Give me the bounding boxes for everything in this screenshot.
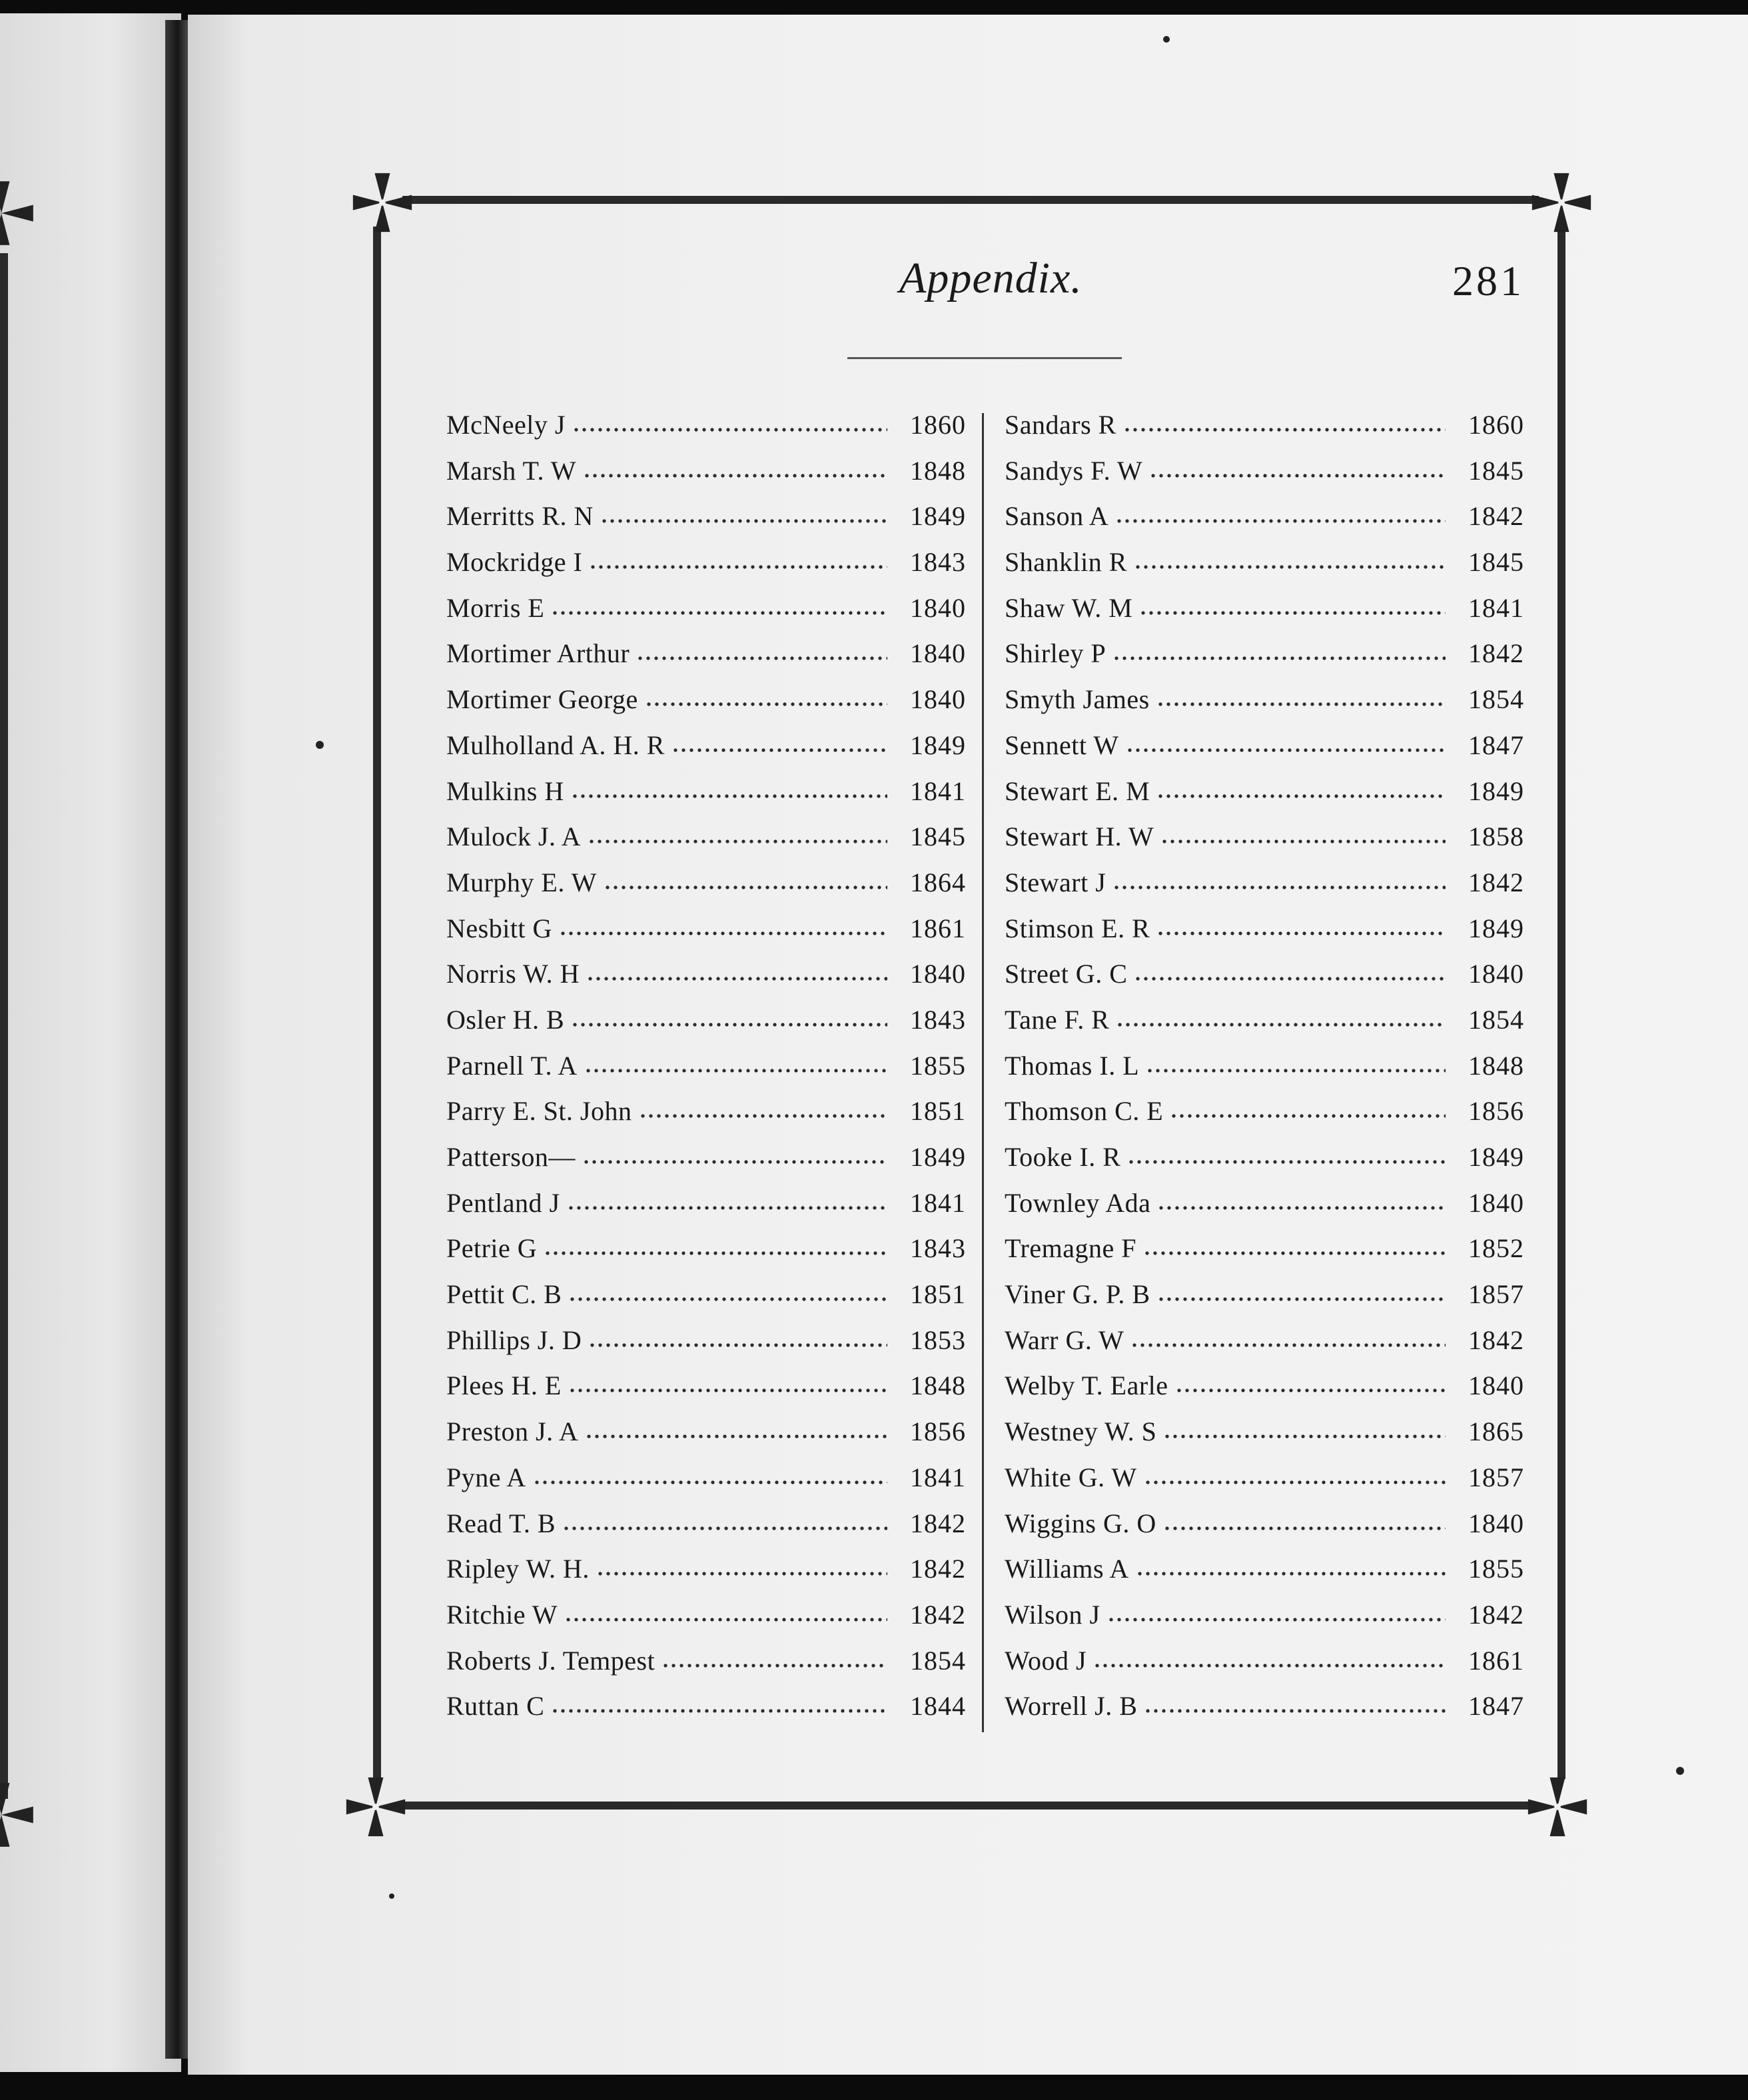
entry-year: 1864 — [910, 867, 966, 897]
entry-name: Mockridge I — [446, 547, 583, 578]
list-item — [446, 1089, 966, 1135]
list-item — [1005, 860, 1524, 906]
dot-leader — [1143, 1231, 1446, 1257]
dot-leader — [636, 636, 887, 662]
entry-year: 1841 — [1468, 592, 1524, 623]
entry-year: 1849 — [1468, 776, 1524, 806]
cross-ornament-icon — [1526, 1775, 1589, 1839]
facing-page-edge — [0, 13, 181, 2072]
dot-leader — [1112, 865, 1446, 891]
entry-name: White G. W — [1005, 1462, 1137, 1492]
entry-name: Warr G. W — [1005, 1324, 1124, 1355]
entry-name: Stewart H. W — [1005, 821, 1154, 852]
dot-leader — [596, 1551, 887, 1578]
entry-name: Worrell J. B — [1005, 1691, 1138, 1722]
dot-leader — [1136, 1551, 1446, 1578]
list-item — [1005, 631, 1524, 677]
list-item — [446, 1043, 966, 1089]
dot-leader — [1146, 1048, 1446, 1075]
entry-year: 1843 — [910, 1004, 966, 1035]
list-item — [1005, 586, 1524, 632]
cross-ornament-icon — [350, 171, 414, 235]
dot-leader — [645, 682, 887, 708]
list-item — [1005, 1089, 1524, 1135]
list-item — [446, 1272, 966, 1318]
list-item — [446, 1409, 966, 1455]
entry-year: 1853 — [910, 1324, 966, 1355]
entry-name: Viner G. P. B — [1005, 1279, 1150, 1310]
dot-leader — [1134, 544, 1446, 571]
dot-leader — [1115, 498, 1446, 525]
page-number: 281 — [1452, 257, 1524, 304]
entry-name: Wilson J — [1005, 1599, 1100, 1630]
entry-name: Parry E. St. John — [446, 1096, 632, 1127]
entry-name: Phillips J. D — [446, 1324, 582, 1355]
entry-year: 1841 — [910, 1462, 966, 1492]
entry-year: 1842 — [910, 1599, 966, 1630]
dot-leader — [551, 590, 887, 617]
ink-speck — [1163, 36, 1170, 43]
list-item — [1005, 769, 1524, 815]
entry-name: Pettit C. B — [446, 1279, 562, 1310]
entry-name: Preston J. A — [446, 1416, 579, 1447]
entry-name: Pentland J — [446, 1187, 560, 1218]
list-item — [446, 723, 966, 769]
entry-year: 1861 — [1468, 1645, 1524, 1676]
entry-year: 1841 — [910, 1187, 966, 1218]
dot-leader — [568, 1277, 887, 1303]
dot-leader — [639, 1093, 888, 1120]
entry-name: Tremagne F — [1005, 1233, 1136, 1264]
dot-leader — [582, 1139, 887, 1166]
entry-name: Stewart E. M — [1005, 776, 1150, 806]
dot-leader — [572, 407, 887, 434]
entry-name: Shirley P — [1005, 638, 1106, 669]
dot-leader — [533, 1460, 887, 1486]
entry-year: 1860 — [1468, 410, 1524, 440]
entry-year: 1856 — [1468, 1096, 1524, 1127]
dot-leader — [583, 453, 887, 480]
entry-name: Murphy E. W — [446, 867, 597, 897]
entry-year: 1847 — [1468, 730, 1524, 760]
list-item — [1005, 494, 1524, 540]
list-item — [446, 951, 966, 997]
list-item — [1005, 1546, 1524, 1592]
entry-year: 1851 — [910, 1096, 966, 1127]
entry-year: 1857 — [1468, 1462, 1524, 1492]
entry-year: 1844 — [910, 1691, 966, 1722]
cross-ornament-icon — [0, 179, 36, 248]
entry-name: Welby T. Earle — [1005, 1370, 1168, 1401]
entry-name: Mulholland A. H. R — [446, 730, 665, 760]
dot-leader — [584, 1048, 887, 1075]
list-item — [446, 1592, 966, 1638]
dot-leader — [567, 1185, 887, 1212]
list-item — [446, 1455, 966, 1501]
entry-name: Nesbitt G — [446, 913, 552, 943]
list-item — [1005, 1363, 1524, 1409]
ink-speck — [389, 1893, 394, 1899]
entry-name: Mortimer George — [446, 684, 638, 715]
entry-name: Wood J — [1005, 1645, 1087, 1676]
entry-name: Mulkins H — [446, 776, 564, 806]
dot-leader — [1163, 1414, 1446, 1440]
header-rule — [847, 357, 1122, 359]
list-item — [446, 814, 966, 860]
frame-rule-top — [402, 196, 1539, 204]
list-item — [1005, 448, 1524, 494]
entry-year: 1840 — [910, 592, 966, 623]
list-item — [446, 586, 966, 632]
entry-year: 1852 — [1468, 1233, 1524, 1264]
running-head: Appendix. — [899, 254, 1083, 302]
list-item — [446, 1684, 966, 1730]
list-item — [1005, 906, 1524, 952]
entry-name: Thomas I. L — [1005, 1050, 1140, 1081]
entry-year: 1848 — [1468, 1050, 1524, 1081]
list-item — [446, 1226, 966, 1272]
entry-year: 1857 — [1468, 1279, 1524, 1310]
entry-name: Read T. B — [446, 1508, 556, 1538]
entry-year: 1849 — [910, 730, 966, 760]
dot-leader — [1170, 1093, 1446, 1120]
entry-year: 1842 — [910, 1554, 966, 1584]
ink-speck — [316, 741, 324, 749]
entry-name: Plees H. E — [446, 1370, 562, 1401]
list-item — [1005, 1135, 1524, 1181]
dot-leader — [1134, 956, 1446, 983]
column-divider — [982, 413, 984, 1732]
dot-leader — [1139, 590, 1446, 617]
dot-leader — [1156, 682, 1446, 708]
dot-leader — [1156, 774, 1446, 800]
list-item — [446, 1318, 966, 1364]
entry-name: Pyne A — [446, 1462, 526, 1492]
entry-year: 1840 — [910, 959, 966, 989]
entry-year: 1845 — [1468, 547, 1524, 578]
entry-name: Sanson A — [1005, 501, 1109, 532]
entry-name: Parnell T. A — [446, 1050, 578, 1081]
entry-name: Williams A — [1005, 1554, 1129, 1584]
entry-name: Westney W. S — [1005, 1416, 1157, 1447]
entry-year: 1854 — [910, 1645, 966, 1676]
entry-year: 1845 — [910, 821, 966, 852]
entry-name: Shaw W. M — [1005, 592, 1133, 623]
dot-leader — [1123, 407, 1446, 434]
dot-leader — [586, 956, 887, 983]
dot-leader — [1175, 1368, 1446, 1394]
dot-leader — [564, 1597, 887, 1624]
entry-name: Patterson— — [446, 1142, 576, 1172]
dot-leader — [1157, 1185, 1446, 1212]
entry-name: Smyth James — [1005, 684, 1150, 715]
entry-name: Tooke I. R — [1005, 1142, 1121, 1172]
entry-year: 1848 — [910, 455, 966, 486]
list-item — [446, 1135, 966, 1181]
entry-name: Sandys F. W — [1005, 455, 1143, 486]
entry-year: 1847 — [1468, 1691, 1524, 1722]
entry-year: 1860 — [910, 410, 966, 440]
dot-leader — [1144, 1688, 1446, 1715]
entry-name: Wiggins G. O — [1005, 1508, 1156, 1538]
entry-year: 1840 — [1468, 1187, 1524, 1218]
entry-year: 1854 — [1468, 1004, 1524, 1035]
book-gutter — [165, 20, 188, 2059]
entry-name: Sandars R — [1005, 410, 1116, 440]
entry-year: 1842 — [1468, 1324, 1524, 1355]
entry-year: 1842 — [1468, 501, 1524, 532]
entry-name: Sennett W — [1005, 730, 1119, 760]
entry-name: Ritchie W — [446, 1599, 558, 1630]
entry-year: 1855 — [1468, 1554, 1524, 1584]
dot-leader — [1144, 1460, 1446, 1486]
entry-year: 1840 — [910, 684, 966, 715]
list-item — [1005, 1684, 1524, 1730]
dot-leader — [1116, 1002, 1446, 1029]
entry-year: 1842 — [1468, 638, 1524, 669]
list-item — [1005, 1501, 1524, 1547]
entry-name: Morris E — [446, 592, 545, 623]
list-item — [446, 1546, 966, 1592]
dot-leader — [585, 1414, 887, 1440]
list-item — [1005, 677, 1524, 723]
entry-column-right — [1005, 402, 1524, 1730]
list-item — [1005, 402, 1524, 448]
list-item — [1005, 814, 1524, 860]
list-item — [1005, 1043, 1524, 1089]
cross-ornament-icon — [1530, 171, 1593, 235]
list-item — [1005, 1455, 1524, 1501]
entry-name: Ripley W. H. — [446, 1554, 590, 1584]
list-item — [446, 540, 966, 586]
list-item — [446, 1638, 966, 1684]
entry-name: Norris W. H — [446, 959, 580, 989]
list-item — [446, 1501, 966, 1547]
entry-name: Thomson C. E — [1005, 1096, 1164, 1127]
list-item — [1005, 997, 1524, 1043]
list-item — [1005, 1318, 1524, 1364]
list-item — [446, 997, 966, 1043]
list-item — [446, 677, 966, 723]
dot-leader — [1157, 1277, 1446, 1303]
list-item — [1005, 1592, 1524, 1638]
entry-name: Tane F. R — [1005, 1004, 1110, 1035]
entry-name: Petrie G — [446, 1233, 538, 1264]
dot-leader — [1127, 1139, 1446, 1166]
entry-name: Street G. C — [1005, 959, 1128, 989]
entry-year: 1845 — [1468, 455, 1524, 486]
entry-year: 1842 — [1468, 1599, 1524, 1630]
dot-leader — [1163, 1506, 1446, 1532]
entry-year: 1849 — [1468, 1142, 1524, 1172]
list-item — [1005, 1638, 1524, 1684]
dot-leader — [562, 1506, 887, 1532]
entry-name: Townley Ada — [1005, 1187, 1151, 1218]
list-item — [446, 448, 966, 494]
entry-year: 1856 — [910, 1416, 966, 1447]
facing-page-frame-rule — [0, 253, 8, 1799]
dot-leader — [604, 865, 887, 891]
entry-year: 1865 — [1468, 1416, 1524, 1447]
dot-leader — [544, 1231, 887, 1257]
dot-leader — [1093, 1643, 1446, 1670]
entry-year: 1840 — [1468, 1370, 1524, 1401]
list-item — [446, 402, 966, 448]
list-item — [446, 494, 966, 540]
list-item — [446, 769, 966, 815]
cross-ornament-icon — [0, 1780, 36, 1849]
list-item — [1005, 723, 1524, 769]
cross-ornament-icon — [344, 1775, 408, 1839]
entry-name: Merritts R. N — [446, 501, 594, 532]
entry-year: 1851 — [910, 1279, 966, 1310]
entry-year: 1842 — [910, 1508, 966, 1538]
entry-year: 1849 — [910, 1142, 966, 1172]
list-item — [446, 631, 966, 677]
entry-name: Stewart J — [1005, 867, 1106, 897]
frame-rule-right — [1557, 227, 1565, 1779]
list-item — [1005, 1226, 1524, 1272]
dot-leader — [661, 1643, 887, 1670]
list-item — [1005, 951, 1524, 997]
entry-name: Ruttan C — [446, 1691, 545, 1722]
entry-year: 1855 — [910, 1050, 966, 1081]
entry-year: 1843 — [910, 547, 966, 578]
entry-year: 1848 — [910, 1370, 966, 1401]
entry-year: 1849 — [1468, 913, 1524, 943]
list-item — [1005, 1272, 1524, 1318]
dot-leader — [589, 544, 887, 571]
dot-leader — [1130, 1322, 1446, 1349]
dot-leader — [1126, 728, 1446, 754]
list-item — [446, 860, 966, 906]
entry-name: Mulock J. A — [446, 821, 582, 852]
entry-name: Mortimer Arthur — [446, 638, 630, 669]
frame-rule-bottom — [397, 1802, 1533, 1810]
entry-year: 1841 — [910, 776, 966, 806]
entry-year: 1858 — [1468, 821, 1524, 852]
entry-year: 1840 — [1468, 1508, 1524, 1538]
entry-year: 1854 — [1468, 684, 1524, 715]
entry-year: 1840 — [1468, 959, 1524, 989]
dot-leader — [1156, 911, 1446, 937]
list-item — [446, 1363, 966, 1409]
dot-leader — [671, 728, 887, 754]
entry-name: Roberts J. Tempest — [446, 1645, 656, 1676]
frame-rule-left — [373, 227, 381, 1779]
dot-leader — [571, 1002, 887, 1029]
dot-leader — [1160, 819, 1446, 845]
dot-leader — [568, 1368, 887, 1394]
dot-leader — [551, 1688, 887, 1715]
list-item — [446, 1181, 966, 1227]
dot-leader — [559, 911, 887, 937]
ink-speck — [1676, 1767, 1684, 1775]
entry-name: McNeely J — [446, 410, 566, 440]
entry-column-left — [446, 402, 966, 1730]
dot-leader — [1107, 1597, 1446, 1624]
entry-year: 1849 — [910, 501, 966, 532]
entry-year: 1840 — [910, 638, 966, 669]
entry-name: Osler H. B — [446, 1004, 565, 1035]
dot-leader — [588, 1322, 887, 1349]
entry-name: Stimson E. R — [1005, 913, 1150, 943]
entry-year: 1842 — [1468, 867, 1524, 897]
dot-leader — [571, 774, 887, 800]
dot-leader — [600, 498, 887, 525]
dot-leader — [1112, 636, 1446, 662]
list-item — [1005, 1181, 1524, 1227]
list-item — [1005, 540, 1524, 586]
entry-name: Marsh T. W — [446, 455, 576, 486]
dot-leader — [1149, 453, 1446, 480]
entry-year: 1843 — [910, 1233, 966, 1264]
entry-year: 1861 — [910, 913, 966, 943]
list-item — [446, 906, 966, 952]
dot-leader — [588, 819, 887, 845]
entry-name: Shanklin R — [1005, 547, 1127, 578]
list-item — [1005, 1409, 1524, 1455]
